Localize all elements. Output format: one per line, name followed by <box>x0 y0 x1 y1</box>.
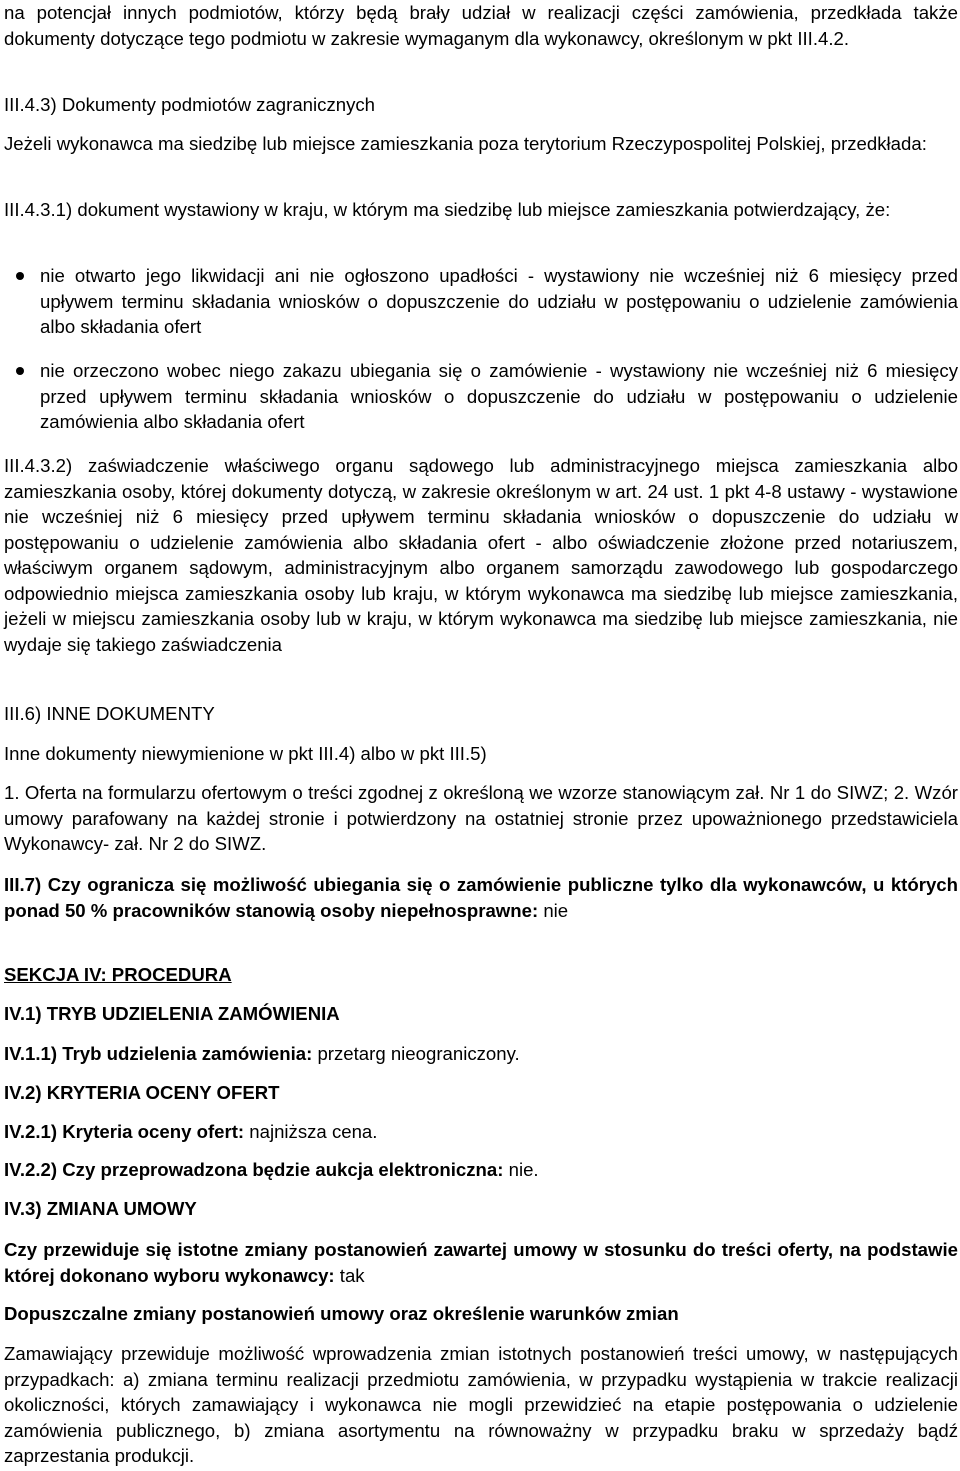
answer-iii-7: nie <box>538 899 569 921</box>
field-iv-2-2 <box>4 1157 958 1183</box>
paragraph-iii-6-list: 1. Oferta na formularzu ofertowym o treści zgodnej z określoną we wzorze stanowiącym zał. Nr 1 do SIWZ; 2. Wzór umowy parafowany na każdej stronie i potwierdzony na ostatniej stronie przez upoważnionego przedstawiciela Wykonawcy- zał. Nr 2 do SIWZ. <box>4 782 958 854</box>
bullet-text: nie otwarto jego likwidacji ani nie ogłoszono upadłości - wystawiony nie wcześniej niż 6 miesięcy przed upływem terminu składania wniosków o dopuszczenie do udziału w postępowaniu o udzielenie zamówienia albo składania ofert <box>40 265 958 337</box>
question-iv-3: Czy przewiduje się istotne zmiany postanowień zawartej umowy w stosunku do treści oferty, na podstawie której dokonano wyboru wykonawcy: <box>4 1239 958 1286</box>
heading-iv-3-subsection: Dopuszczalne zmiany postanowień umowy oraz określenie warunków zmian <box>4 1303 679 1324</box>
bullet-dot-icon <box>16 272 24 280</box>
field-iv-2-2-label: IV.2.2) Czy przeprowadzona będzie aukcja elektroniczna: <box>4 1159 504 1180</box>
field-iv-2-1-label: IV.2.1) Kryteria oceny ofert: <box>4 1121 245 1142</box>
paragraph-iii-4-3-intro: Jeżeli wykonawca ma siedzibę lub miejsce zamieszkania poza terytorium Rzeczypospolitej Polskiej, przedkłada: <box>4 133 927 154</box>
paragraph-iii-6-intro: Inne dokumenty niewymienione w pkt III.4) albo w pkt III.5) <box>4 743 487 764</box>
paragraph-iii-4-3-2: III.4.3.2) zaświadczenie właściwego organu sądowego lub administracyjnego miejsca zamieszkania albo zamieszkania osoby, której dokumenty dotyczą, w zakresie określonym w art. 24 ust. 1 pkt 4-8 ustawy - wystawione nie wcześniej niż 6 miesięcy przed upływem terminu składania wniosków o dopuszczenie do udziału w postępowaniu o udzielenie zamówienia albo składania ofert - albo oświadczenie złożone przed notariuszem, właściwym organem sądowym, administracyjnym albo organem samorządu zawodowego lub gospodarczego odpowiednio miejsca zamieszkania osoby lub kraju, w którym wykonawca ma siedzibę lub miejsce zamieszkania, jeżeli w miejscu zamieszkania osoby lub w kraju, w którym wykonawca ma siedzibę lub miejsce zamieszkania, nie wydaje się takiego zaświadczenia <box>4 455 958 655</box>
field-iv-2-2-value: nie. <box>503 1159 539 1180</box>
heading-iv-1: IV.1) TRYB UDZIELENIA ZAMÓWIENIA <box>4 1003 340 1024</box>
paragraph-intro-continuation: na potencjał innych podmiotów, którzy będą brały udział w realizacji części zamówienia, przedkłada także dokumenty dotyczące tego podmiotu w zakresie wymaganym dla wykonawcy, określonym w pkt III.4.2. <box>4 2 958 49</box>
field-iv-1-1 <box>4 1041 958 1067</box>
question-iii-7: III.7) Czy ogranicza się możliwość ubiegania się o zamówienie publiczne tylko dla wykonawców, u których ponad 50 % pracowników stanowią osoby niepełnosprawne: <box>4 874 958 921</box>
field-iv-1-1-value: przetarg nieograniczony. <box>312 1043 520 1064</box>
paragraph-iii-4-3-1: III.4.3.1) dokument wystawiony w kraju, w którym ma siedzibę lub miejsce zamieszkania potwierdzający, że: <box>4 199 891 220</box>
heading-iii-6: III.6) INNE DOKUMENTY <box>4 703 215 724</box>
bullet-dot-icon <box>16 367 24 375</box>
field-iv-2-1-value: najniższa cena. <box>244 1121 378 1142</box>
paragraph-iii-7 <box>4 872 958 923</box>
heading-iv-2: IV.2) KRYTERIA OCENY OFERT <box>4 1082 280 1103</box>
paragraph-iv-3-text: Zamawiający przewiduje możliwość wprowadzenia zmian istotnych postanowień treści umowy, w następujących przypadkach: a) zmiana terminu realizacji przedmiotu zamówienia, w przypadku wystąpienia w trakcie realizacji okoliczności, których zamawiający i wykonawca nie mogli przewidzieć na etapie postępowania o udzielenie zamówienia publicznego, b) zmiana asortymentu na równoważny w przypadku braku w sprzedaży bądź zaprzestania produkcji. <box>4 1343 958 1466</box>
heading-iii-4-3: III.4.3) Dokumenty podmiotów zagranicznych <box>4 94 376 115</box>
bullet-item <box>4 263 958 340</box>
bullet-text: nie orzeczono wobec niego zakazu ubiegania się o zamówienie - wystawiony nie wcześniej niż 6 miesięcy przed upływem terminu składania wniosków o dopuszczenie do udziału w postępowaniu o udzielenie zamówienia albo składania ofert <box>40 360 958 432</box>
bullet-item <box>4 358 958 435</box>
heading-iv-3: IV.3) ZMIANA UMOWY <box>4 1198 197 1219</box>
field-iv-2-1 <box>4 1119 958 1145</box>
paragraph-iv-3-question <box>4 1237 958 1288</box>
field-iv-1-1-label: IV.1.1) Tryb udzielenia zamówienia: <box>4 1043 313 1064</box>
section-iv-title: SEKCJA IV: PROCEDURA <box>4 964 232 985</box>
answer-iv-3: tak <box>334 1264 365 1286</box>
